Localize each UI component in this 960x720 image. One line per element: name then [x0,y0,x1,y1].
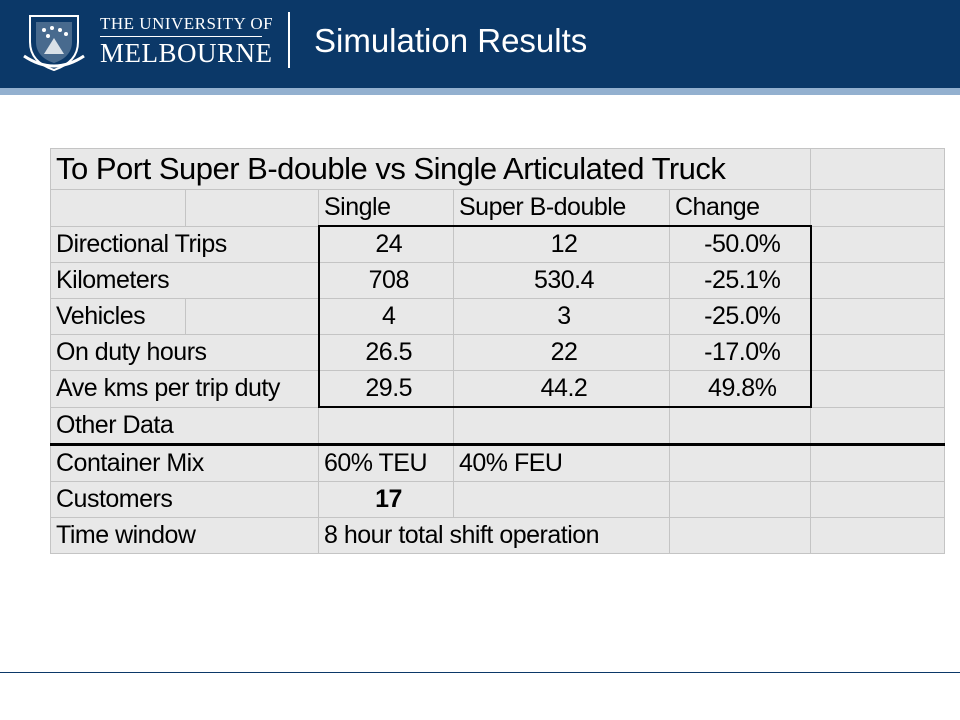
value-super: 12 [454,226,670,263]
table-cell [811,371,945,408]
slide-title: Simulation Results [314,22,588,59]
value-time-window: 8 hour total shift operation [319,518,670,554]
table-row [51,226,945,263]
university-name-rule [100,36,262,37]
table-header-row [51,190,945,227]
table-cell [811,407,945,445]
table-cell [186,190,319,227]
table-cell [670,407,811,445]
value-single: 24 [319,226,454,263]
value-change: -50.0% [670,226,811,263]
table-title-row [51,149,945,190]
table-row [51,407,945,445]
value-feu: 40% FEU [454,445,670,482]
table-row [51,445,945,482]
table-cell [670,518,811,554]
table-cell [811,299,945,335]
value-super: 22 [454,335,670,371]
table-row [51,299,945,335]
row-label: Ave kms per trip duty [51,371,319,408]
table-cell [454,482,670,518]
table-cell [51,190,186,227]
row-label: Kilometers [51,263,319,299]
table-cell [811,482,945,518]
value-super: 44.2 [454,371,670,408]
value-customers: 17 [319,482,454,518]
table-cell [811,335,945,371]
value-teu: 60% TEU [319,445,454,482]
value-change: -25.0% [670,299,811,335]
table-cell [811,445,945,482]
header-change: Change [670,190,811,227]
header-super-b-double: Super B-double [454,190,670,227]
header-stripe [0,88,960,95]
table-row [51,518,945,554]
row-label: Customers [51,482,319,518]
table-cell [454,407,670,445]
header-single: Single [319,190,454,227]
row-label: On duty hours [51,335,319,371]
table-row [51,371,945,408]
table-cell [811,149,945,190]
table-cell [670,445,811,482]
row-label: Other Data [51,407,319,445]
table-row [51,335,945,371]
value-single: 29.5 [319,371,454,408]
table-title: To Port Super B-double vs Single Articulated Truck [51,149,811,190]
value-change: -25.1% [670,263,811,299]
row-label: Container Mix [51,445,319,482]
table-row [51,263,945,299]
row-label: Directional Trips [51,226,319,263]
value-change: 49.8% [670,371,811,408]
header-divider [288,12,290,68]
value-single: 26.5 [319,335,454,371]
value-super: 530.4 [454,263,670,299]
table-cell [811,263,945,299]
results-table [50,148,945,554]
row-label: Vehicles [51,299,186,335]
value-change: -17.0% [670,335,811,371]
table-cell [811,190,945,227]
university-name-bottom: MELBOURNE [100,38,273,68]
row-label: Time window [51,518,319,554]
university-name-top: THE UNIVERSITY OF [100,14,274,33]
table-cell [811,518,945,554]
table-cell [186,299,319,335]
table-cell [811,226,945,263]
table-cell [670,482,811,518]
table-row [51,482,945,518]
value-super: 3 [454,299,670,335]
footer-rule [0,672,960,673]
table-cell [319,407,454,445]
university-crest-icon [22,12,86,72]
value-single: 708 [319,263,454,299]
value-single: 4 [319,299,454,335]
